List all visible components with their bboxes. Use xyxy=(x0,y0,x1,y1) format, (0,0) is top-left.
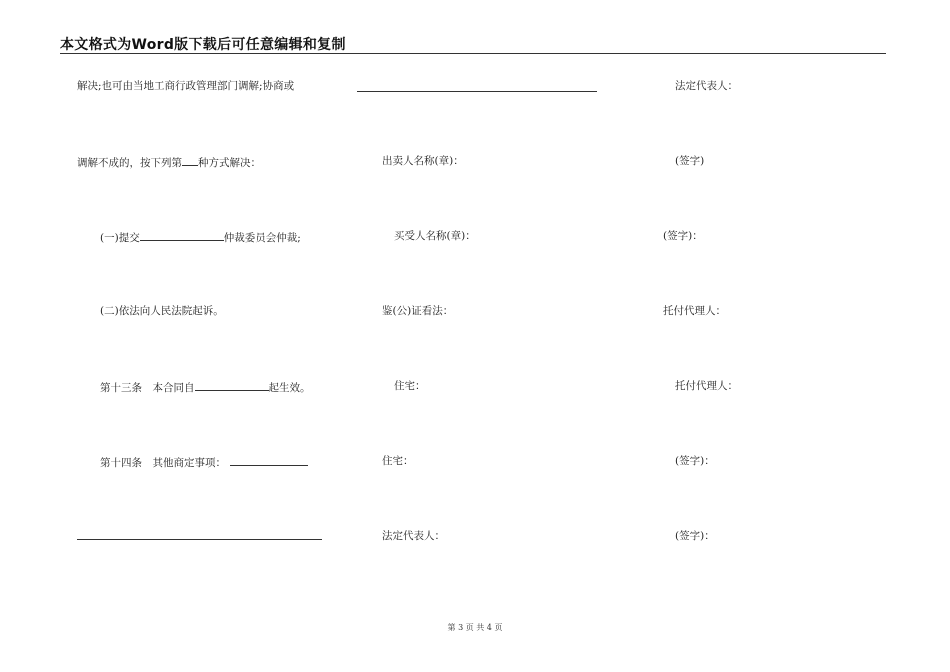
address-label-2: 住宅： xyxy=(382,455,414,467)
address-label-1: 住宅： xyxy=(394,380,426,392)
legal-representative-label-2: 法定代表人： xyxy=(382,530,445,542)
left-line-6-a: 第十四条 其他商定事项： xyxy=(100,457,226,469)
blank-other-matters-line-2 xyxy=(77,539,322,540)
left-line-3 xyxy=(100,229,301,245)
agent-label-1: 托付代理人： xyxy=(663,305,726,317)
page-number: 第 3 页 共 4 页 xyxy=(447,623,503,632)
left-line-1: 解决;也可由当地工商行政管理部门调解;协商或 xyxy=(77,80,295,92)
buyer-name-label: 买受人名称(章)： xyxy=(394,230,476,242)
page-header xyxy=(60,34,886,54)
agent-label-2: 托付代理人： xyxy=(675,380,738,392)
legal-representative-label-1: 法定代表人： xyxy=(675,80,738,92)
signature-label-2: (签字)： xyxy=(663,230,703,242)
left-line-5-a: 第十三条 本合同自 xyxy=(100,382,195,394)
signature-label-1: (签字) xyxy=(675,155,705,167)
blank-other-matters xyxy=(230,454,308,466)
seller-name-label: 出卖人名称(章)： xyxy=(382,155,464,167)
signature-label-3: (签字)： xyxy=(675,455,715,467)
left-line-5-b: 起生效。 xyxy=(268,382,311,394)
signature-label-4: (签字)： xyxy=(675,530,715,542)
header-title: 本文格式为Word版下载后可任意编辑和复制 xyxy=(60,37,346,53)
left-line-3-a: (一)提交 xyxy=(100,232,140,244)
left-line-4: (二)依法向人民法院起诉。 xyxy=(100,305,224,317)
left-line-2 xyxy=(77,154,261,170)
blank-signature-line xyxy=(357,91,597,92)
left-line-2-b: 种方式解决： xyxy=(198,157,261,169)
notary-opinion-label: 鉴(公)证看法： xyxy=(382,305,454,317)
left-line-5 xyxy=(100,379,311,395)
blank-method-number xyxy=(182,154,198,166)
left-line-2-a: 调解不成的，按下列第 xyxy=(77,157,182,169)
left-line-6 xyxy=(100,454,308,470)
blank-effective-date xyxy=(195,379,269,391)
left-line-3-b: 仲裁委员会仲裁; xyxy=(223,232,301,244)
blank-arbitration-committee xyxy=(140,229,224,241)
